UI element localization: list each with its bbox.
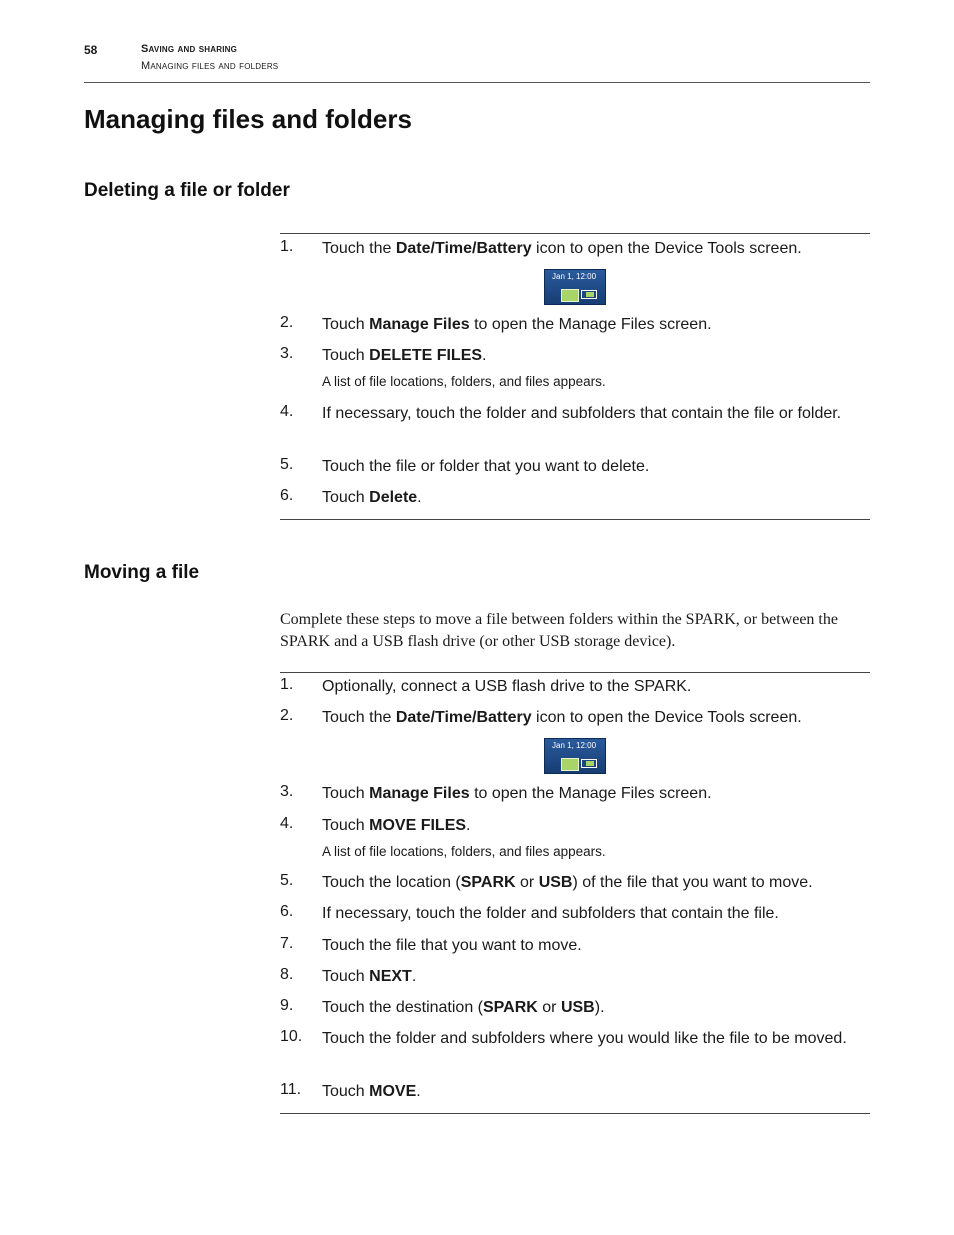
step-number: 8. (280, 966, 294, 983)
running-header-subsection: Managing files and folders (141, 60, 279, 72)
step-text: Touch DELETE FILES. (322, 347, 487, 364)
page-title: Managing files and folders (84, 104, 412, 134)
folder-icon (561, 289, 579, 302)
step-text: Touch the file or folder that you want to delete. (322, 458, 650, 475)
page-number: 58 (84, 43, 98, 57)
step-number: 11. (280, 1081, 302, 1098)
step-note: A list of file locations, folders, and files appears. (322, 844, 606, 859)
battery-icon (581, 290, 597, 299)
steps-bottom-rule (280, 1113, 870, 1114)
step-text: Touch Manage Files to open the Manage Files screen. (322, 785, 712, 802)
step-text: Touch the Date/Time/Battery icon to open the Device Tools screen. (322, 240, 802, 257)
folder-icon (561, 758, 579, 771)
battery-icon (581, 759, 597, 768)
step-text: Touch MOVE FILES. (322, 817, 471, 834)
step-text: If necessary, touch the folder and subfolders that contain the file or folder. (322, 405, 842, 422)
steps-bottom-rule (280, 519, 870, 520)
step-text: Touch the location (SPARK or USB) of the file that you want to move. (322, 874, 813, 891)
step-note: A list of file locations, folders, and files appears. (322, 374, 606, 389)
step-number: 2. (280, 707, 294, 724)
step-text: Touch MOVE. (322, 1083, 421, 1100)
date-time-battery-icon (544, 738, 606, 774)
step-text: Touch Delete. (322, 489, 422, 506)
step-number: 6. (280, 487, 294, 504)
step-text: Touch the Date/Time/Battery icon to open the Device Tools screen. (322, 709, 802, 726)
step-text: Optionally, connect a USB flash drive to the SPARK. (322, 678, 692, 695)
step-text: Touch NEXT. (322, 968, 417, 985)
section-heading-move: Moving a file (84, 562, 200, 583)
section-heading-delete: Deleting a file or folder (84, 180, 290, 201)
step-text: Touch the folder and subfolders where you would like the file to be moved. (322, 1030, 847, 1047)
step-number: 6. (280, 903, 294, 920)
step-number: 3. (280, 783, 294, 800)
steps-top-rule (280, 672, 870, 673)
step-number: 5. (280, 456, 294, 473)
header-divider (84, 82, 870, 83)
step-number: 1. (280, 238, 294, 255)
step-number: 4. (280, 403, 294, 420)
step-number: 3. (280, 345, 294, 362)
running-header-section: Saving and sharing (141, 43, 238, 55)
step-number: 10. (280, 1028, 303, 1045)
step-number: 1. (280, 676, 294, 693)
step-text: Touch the destination (SPARK or USB). (322, 999, 605, 1016)
date-time-battery-icon (544, 269, 606, 305)
step-text: Touch the file that you want to move. (322, 937, 582, 954)
step-number: 7. (280, 935, 294, 952)
step-number: 2. (280, 314, 294, 331)
step-text: Touch Manage Files to open the Manage Files screen. (322, 316, 712, 333)
step-text: If necessary, touch the folder and subfolders that contain the file. (322, 905, 779, 922)
step-number: 4. (280, 815, 294, 832)
date-time-label: Jan 1, 12:00 (552, 741, 597, 750)
date-time-label: Jan 1, 12:00 (552, 272, 597, 281)
intro-paragraph: Complete these steps to move a file between folders within the SPARK, or between the SPARK and a USB flash drive (or other USB storage device). (280, 611, 838, 650)
step-number: 5. (280, 872, 294, 889)
step-number: 9. (280, 997, 294, 1014)
steps-top-rule (280, 233, 870, 234)
